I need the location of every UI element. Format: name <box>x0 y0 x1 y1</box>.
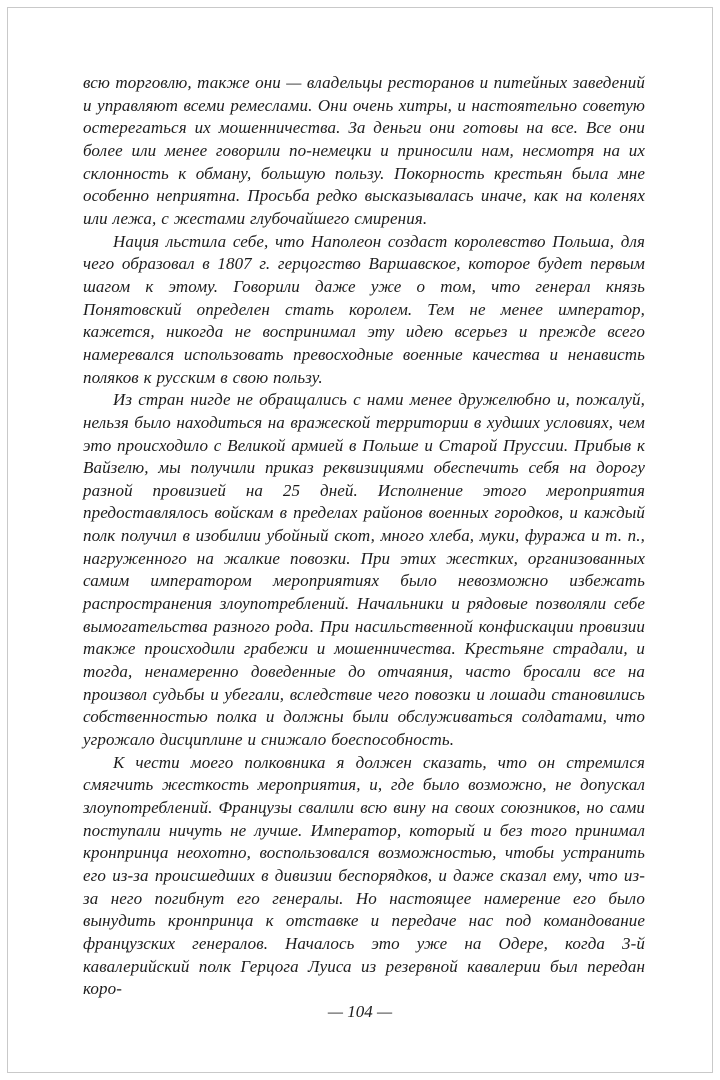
page-number: — 104 — <box>327 1002 393 1021</box>
page-text <box>83 72 645 1001</box>
paragraph: Из стран нигде не обращались с нами менее дружелюбно и, пожалуй, нельзя было находиться на вражеской территории в худших условиях, чем это происходило с Великой армией в Польше и Старой Пруссии. Прибыв к Вайзелю, мы получили приказ реквизициями обеспечить себя на дорогу разной провизией на 25 дней. Исполнение этого мероприятия предоставлялось войскам в пределах районов военных городков, и каждый полк получил в изобилии убойный скот, много хлеба, муки, фуража и т. п., нагруженного на жалкие повозки. При этих жестких, организованных самим императором мероприятиях было невозможно избежать распространения злоупотреблений. Начальники и рядовые позволяли себе вымогательства разного рода. При насильственной конфискации провизии также происходили грабежи и мошенничества. Крестьяне страдали, и тогда, ненамеренно доведенные до отчаяния, часто бросали все на произвол судьбы и убегали, вследствие чего повозки и лошади становились собственностью полка и должны были обслуживаться солдатами, что угрожало дисциплине и снижало боеспособность. <box>83 390 645 750</box>
paragraph: Нация льстила себе, что Наполеон создаст королевство Польша, для чего образовал в 1807 г. герцогство Варшавское, которое будет первым шагом к этому. Говорили даже уже о том, что генерал князь Понятовский определен стать королем. Тем не менее император, кажется, никогда не воспринимал эту идею всерьез и прежде всего намеревался использовать превосходные военные качества и ненависть поляков к русским в свою пользу. <box>83 231 645 387</box>
paragraph: К чести моего полковника я должен сказать, что он стремился смягчить жесткость мероприятия, и, где было возможно, не допускал злоупотреблений. Французы свалили всю вину на своих союзников, но сами поступали ничуть не лучше. Император, который и без того принимал кронпринца неохотно, воспользовался возможностью, чтобы устранить его из-за происшедших в дивизии беспорядков, и даже сказал ему, что из-за него погибнут его генералы. Но настоящее намерение его было вынудить кронпринца к отставке и передаче нас под командование французских генералов. Началось это уже на Одере, когда 3-й кавалерийский полк Герцога Луиса из резервной кавалерии был передан коро- <box>83 752 645 999</box>
paragraph-continuation: всю торговлю, также они — владельцы ресторанов и питейных заведений и управляют всеми ремеслами. Они очень хитры, и настоятельно советую остерегаться их мошенничества. За деньги они готовы на все. Все они более или менее говорили по-немецки и приносили нам, несмотря на их склонность к обману, большую пользу. Покорность крестьян была мне особенно неприятна. Просьба редко высказывалась иначе, как на коленях или лежа, с жестами глубочайшего смирения. <box>83 73 645 228</box>
